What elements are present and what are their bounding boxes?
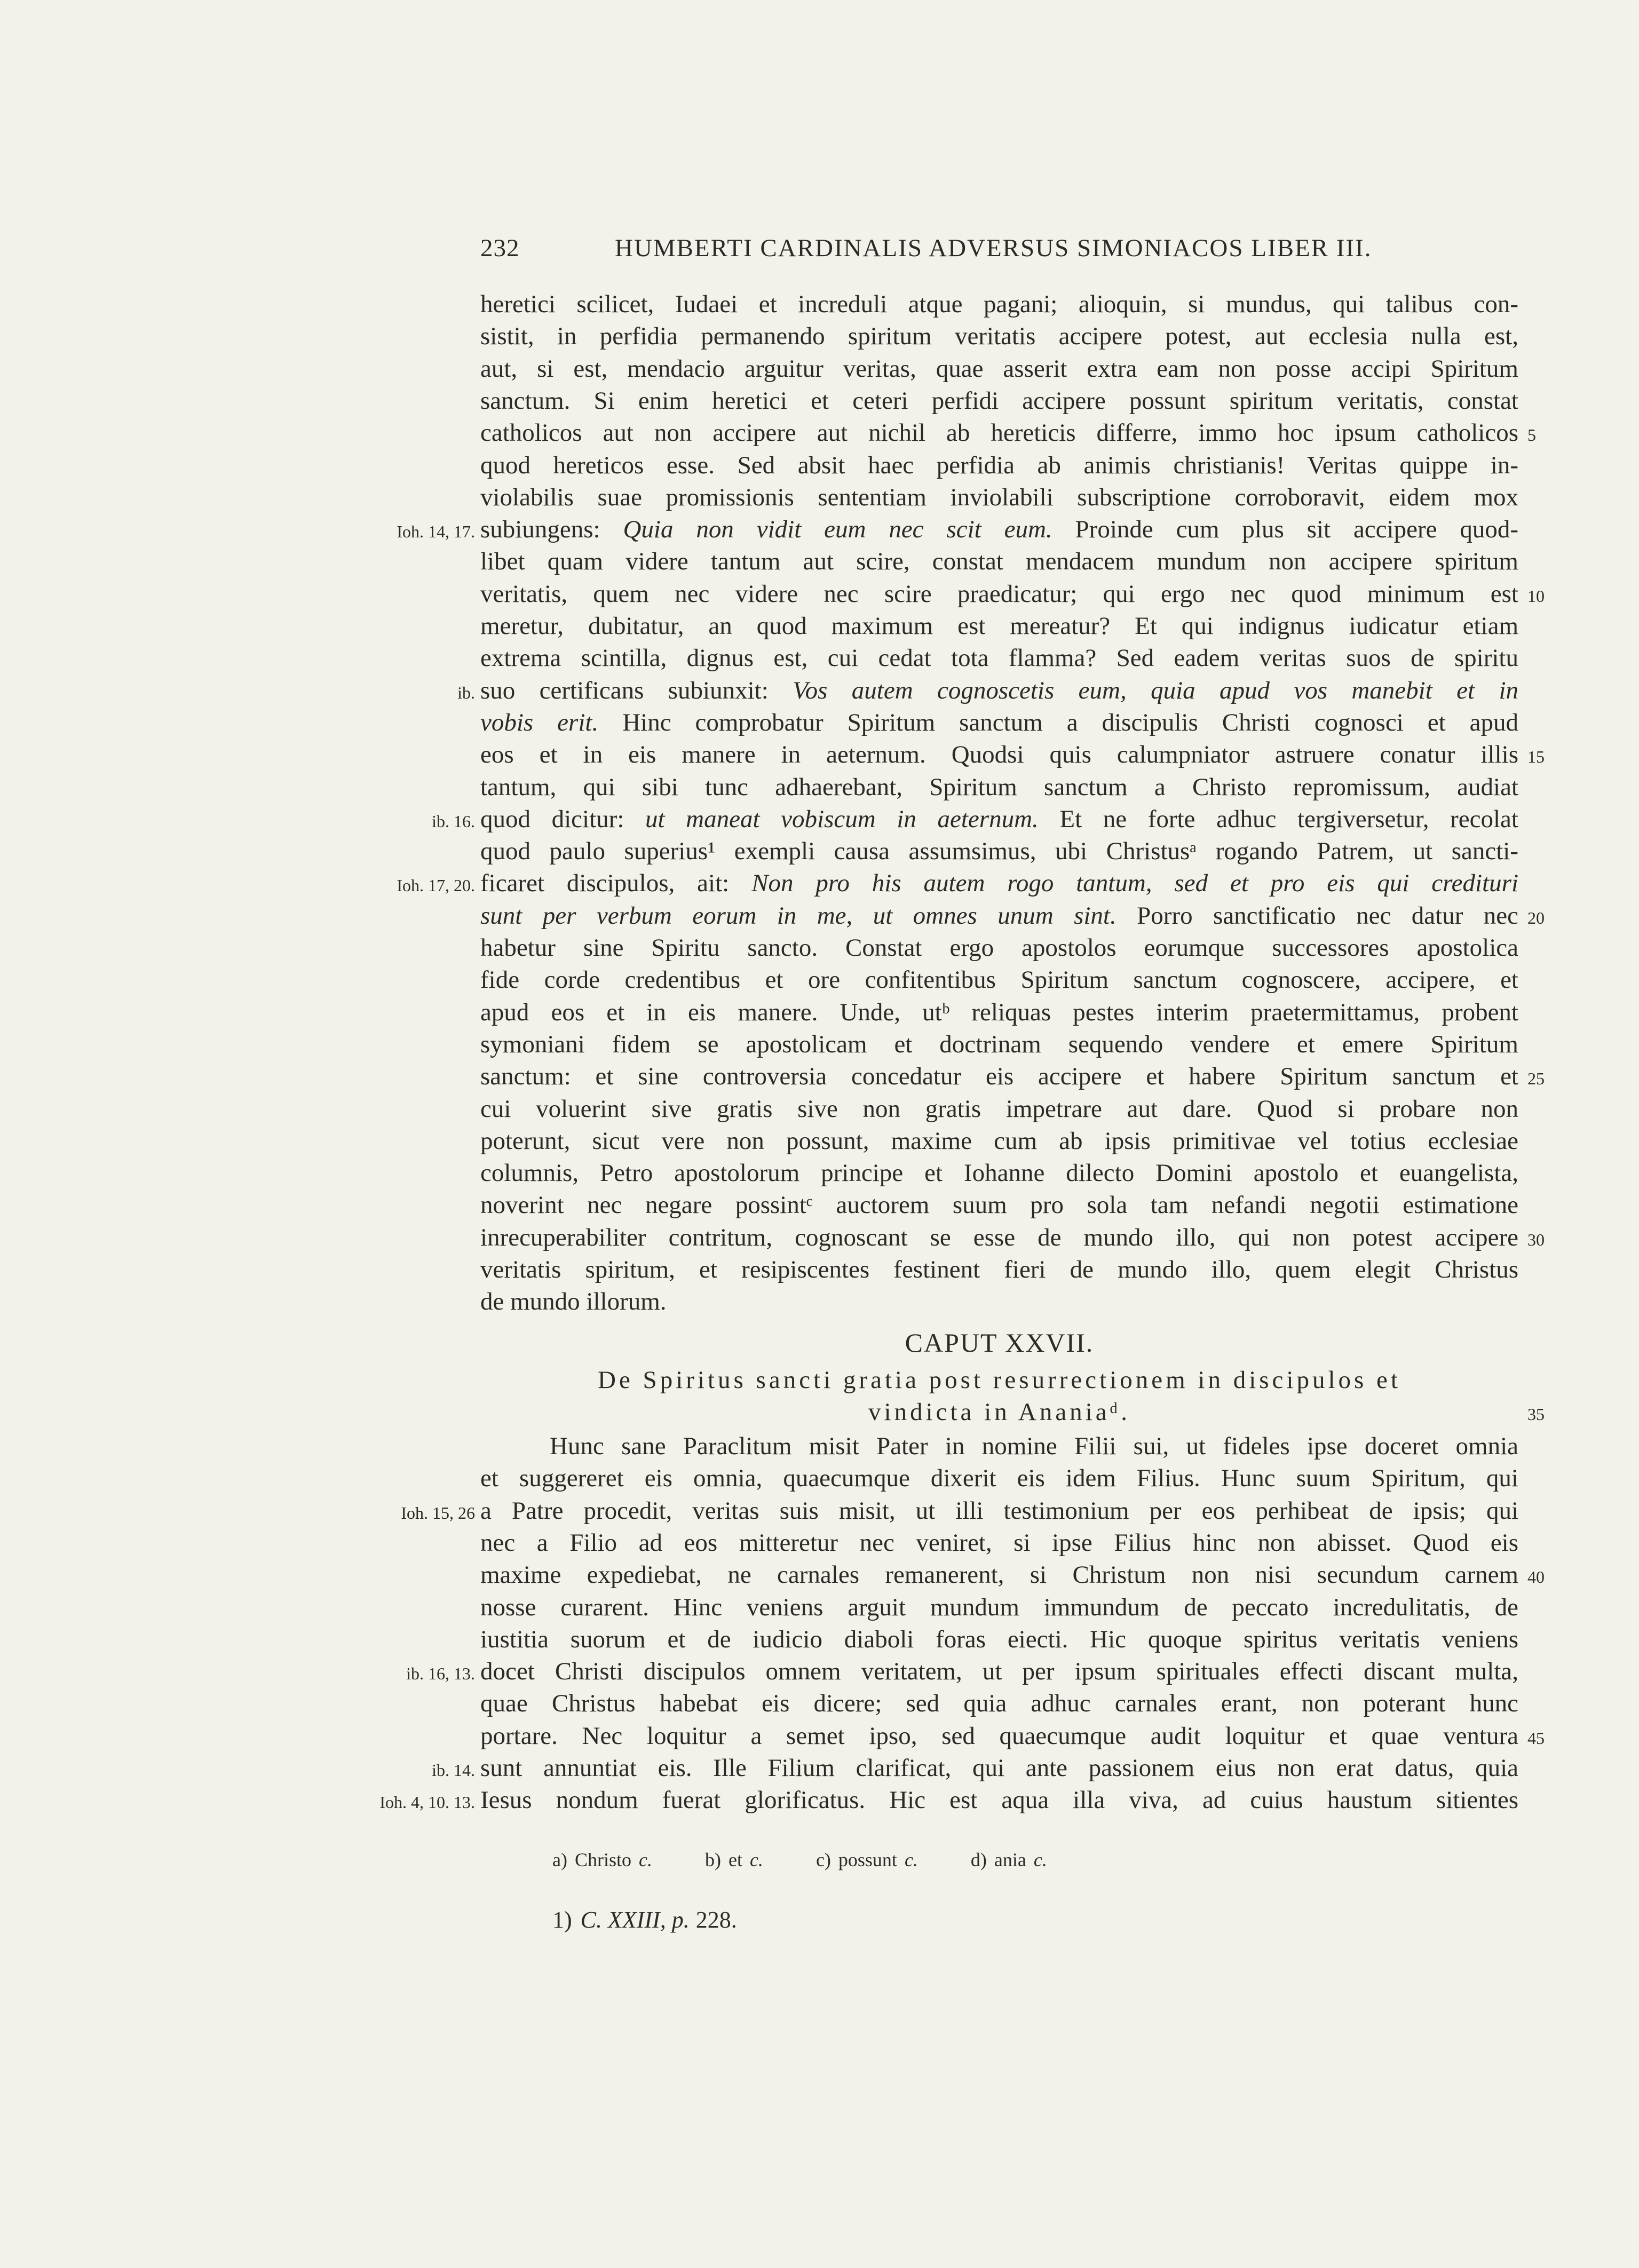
text-line: aut, si est, mendacio arguitur veritas, quae asserit extra eam non posse accipi Spiritum (480, 354, 1518, 383)
text-line: fide corde credentibus et ore confitentibus Spiritum sanctum cognoscere, accipere, et (480, 966, 1518, 994)
text-line: catholicos aut non accipere aut nichil ab hereticis differre, immo hoc ipsum catholicos (480, 419, 1518, 447)
margin-reference: ib. 16. (432, 811, 475, 831)
line-number: 40 (1527, 1567, 1545, 1587)
text-line: veritatis spiritum, et resipiscentes festinent fieri de mundo illo, quem elegit Christus (480, 1256, 1518, 1283)
text-line: nosse curarent. Hinc veniens arguit mundum immundum de peccato incredulitatis, de (480, 1593, 1518, 1621)
text-line: iustitia suorum et de iudicio diaboli foras eiecti. Hic quoque spiritus veritatis veniens (480, 1625, 1518, 1653)
text-line: extrema scintilla, dignus est, cui cedat tota flamma? Sed eadem veritas suos de spiritu (480, 644, 1518, 672)
page-number: 232 (480, 234, 520, 262)
text-line: sistit, in perfidia permanendo spiritum veritatis accipere potest, aut ecclesia nulla est, (480, 322, 1518, 351)
scripture-quote: sunt per verbum eorum in me, ut omnes unum sint. (480, 901, 1117, 930)
apparatus-criticus (552, 1846, 1095, 1873)
text-line: quod dicitur: ut maneat vobiscum in aeternum. Et ne forte adhuc tergiversetur, recolat (480, 805, 1518, 833)
scripture-quote: Non pro his autem rogo tantum, sed et pro eis qui credituri (751, 869, 1519, 898)
text-line: meretur, dubitatur, an quod maximum est mereatur? Et qui indignus iudicatur etiam (480, 612, 1518, 640)
text-line: ficaret discipulos, ait: Non pro his autem rogo tantum, sed et pro eis qui credituri (480, 869, 1519, 898)
text-line: de mundo illorum. (480, 1288, 667, 1316)
text-line: libet quam videre tantum aut scire, constat mendacem mundum non accipere spiritum (480, 548, 1518, 576)
chapter-subtitle-line-2: vindicta in Ananiaᵈ. (868, 1398, 1130, 1426)
text-line: quae Christus habebat eis dicere; sed quia adhuc carnales erant, non poterant hunc (480, 1690, 1518, 1718)
scripture-quote: vobis erit. (480, 708, 599, 736)
text-line: suo certificans subiunxit: Vos autem cognoscetis eum, quia apud vos manebit et in (480, 676, 1518, 704)
scripture-quote: Quia non vidit eum nec scit eum. (623, 516, 1052, 544)
text-line: heretici scilicet, Iudaei et increduli atque pagani; alioquin, si mundus, qui talibus con- (480, 290, 1518, 318)
text-line: violabilis suae promissionis sententiam inviolabili subscriptione corroboravit, eidem mox (480, 483, 1518, 511)
text-line: apud eos et in eis manere. Unde, utᵇ reliquas pestes interim praetermittamus, probent (480, 998, 1518, 1026)
line-number: 45 (1527, 1728, 1545, 1748)
text-line: cui voluerint sive gratis sive non gratis impetrare aut dare. Quod si probare non (480, 1095, 1518, 1123)
line-number: 20 (1527, 908, 1545, 927)
text-line: sanctum. Si enim heretici et ceteri perfidi accipere possunt spiritum veritatis, constat (480, 386, 1518, 415)
scripture-quote: ut maneat vobiscum in aeternum. (645, 805, 1039, 833)
text-line: quod paulo superius¹ exempli causa assumsimus, ubi Christusᵃ rogando Patrem, ut sancti- (480, 837, 1518, 866)
text-line: inrecuperabiliter contritum, cognoscant se esse de mundo illo, qui non potest accipere (480, 1223, 1518, 1251)
text-line: vobis erit. Hinc comprobatur Spiritum sanctum a discipulis Christi cognosci et apud (480, 708, 1518, 736)
line-number: 10 (1527, 586, 1545, 606)
scripture-quote: Vos autem cognoscetis eum, quia apud vos manebit et in (793, 676, 1518, 704)
variant-d: d) ania c. (970, 1849, 1047, 1870)
text-line: symoniani fidem se apostolicam et doctrinam sequendo vendere et emere Spiritum (480, 1030, 1518, 1058)
text-line: a Patre procedit, veritas suis misit, ut illi testimonium per eos perhibeat de ipsis; qui (480, 1496, 1518, 1525)
text-line: maxime expediebat, ne carnales remanerent, si Christum non nisi secundum carnem (480, 1561, 1518, 1589)
variant-b: b) et c. (704, 1849, 763, 1870)
chapter-title: CAPUT XXVII. (905, 1328, 1094, 1358)
text-line: Iesus nondum fuerat glorificatus. Hic est aqua illa viva, ad cuius haustum sitientes (480, 1786, 1518, 1814)
variant-c: c) possunt c. (815, 1849, 918, 1870)
text-line: docet Christi discipulos omnem veritatem, ut per ipsum spirituales effecti discant multa, (480, 1658, 1518, 1686)
text-line: subiungens: Quia non vidit eum nec scit eum. Proinde cum plus sit accipere quod- (480, 516, 1518, 544)
text-line: columnis, Petro apostolorum principe et Iohanne dilecto Domini apostolo et euangelista, (480, 1159, 1518, 1187)
text-line: veritatis, quem nec videre nec scire praedicatur; qui ergo nec quod minimum est (480, 580, 1518, 608)
line-number: 15 (1527, 747, 1545, 767)
source-footnote: 1) C. XXIII, p. 228. (552, 1907, 737, 1933)
text-line: noverint nec negare possintᶜ auctorem suum pro sola tam nefandi negotii estimatione (480, 1191, 1518, 1219)
text-line: quod hereticos esse. Sed absit haec perfidia ab animis christianis! Veritas quippe in- (480, 451, 1518, 479)
text-line: sanctum: et sine controversia concedatur eis accipere et habere Spiritum sanctum et (480, 1062, 1518, 1091)
running-header (480, 228, 1518, 266)
variant-a: a) Christo c. (552, 1849, 652, 1870)
line-number: 25 (1527, 1069, 1545, 1089)
text-line: tantum, qui sibi tunc adhaerebant, Spiritum sanctum a Christo repromissum, audiat (480, 773, 1518, 801)
line-number: 35 (1527, 1405, 1545, 1424)
margin-reference: ib. (457, 683, 475, 702)
text-line: eos et in eis manere in aeternum. Quodsi quis calumpniator astruere conatur illis (480, 741, 1518, 769)
margin-reference: Ioh. 15, 26 (401, 1503, 475, 1522)
line-number: 30 (1527, 1230, 1545, 1249)
chapter-subtitle-line-1: De Spiritus sancti gratia post resurrectionem in discipulos et (598, 1366, 1401, 1394)
text-line: poterunt, sicut vere non possunt, maxime cum ab ipsis primitivae vel totius ecclesiae (480, 1127, 1518, 1155)
margin-reference: Ioh. 17, 20. (397, 876, 475, 895)
margin-reference: Ioh. 14, 17. (397, 522, 475, 542)
text-line: sunt annuntiat eis. Ille Filium clarificat, qui ante passionem eius non erat datus, quia (480, 1754, 1518, 1782)
margin-reference: Ioh. 4, 10. 13. (379, 1793, 475, 1812)
line-number: 5 (1527, 425, 1536, 445)
text-line: sunt per verbum eorum in me, ut omnes unum sint. Porro sanctificatio nec datur nec (480, 901, 1518, 930)
text-line: portare. Nec loquitur a semet ipso, sed quaecumque audit loquitur et quae ventura (480, 1722, 1518, 1750)
text-line: nec a Filio ad eos mitteretur nec veniret, si ipse Filius hinc non abisset. Quod eis (480, 1528, 1518, 1557)
margin-reference: ib. 14. (432, 1761, 475, 1780)
text-line: Hunc sane Paraclitum misit Pater in nomine Filii sui, ut fideles ipse doceret omnia (550, 1432, 1518, 1460)
text-line: et suggereret eis omnia, quaecumque dixerit eis idem Filius. Hunc suum Spiritum, qui (480, 1464, 1518, 1493)
text-line: habetur sine Spiritu sancto. Constat ergo apostolos eorumque successores apostolica (480, 934, 1518, 962)
running-title: HUMBERTI CARDINALIS ADVERSUS SIMONIACOS LIBER III. (615, 234, 1372, 262)
margin-reference: ib. 16, 13. (406, 1664, 475, 1684)
